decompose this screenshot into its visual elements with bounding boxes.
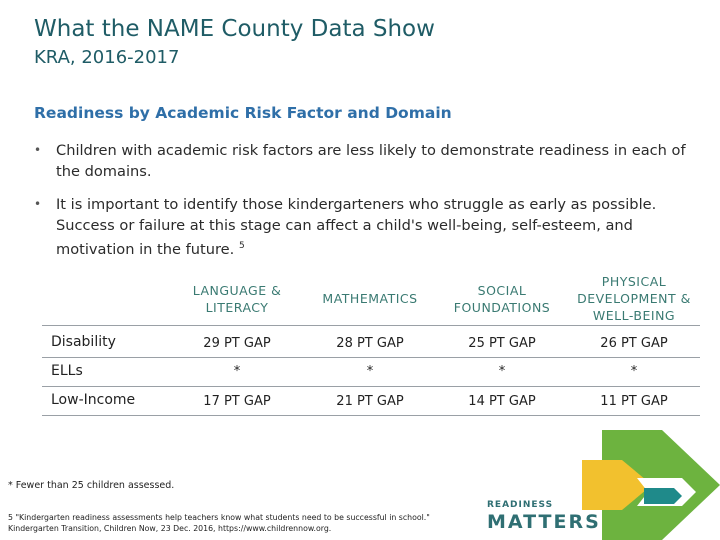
table-cell: 11 PT GAP [600,394,668,409]
table-cell: 17 PT GAP [203,394,271,409]
section-heading: Readiness by Academic Risk Factor and Domain [34,104,452,122]
bullet-text: It is important to identify those kindergarteners who struggle as early as possible. Success or failure at this stage can affect a child's well-being, self-esteem, and motivation in the future. [56,196,657,258]
bullet-dot-icon: • [34,143,42,157]
table-cell: 21 PT GAP [336,394,404,409]
bullet-item [34,194,686,260]
table-cell: * [366,364,374,379]
column-header-social-foundations: SOCIAL FOUNDATIONS [453,283,551,315]
row-label-low-income: Low-Income [51,392,136,408]
page-subtitle: KRA, 2016-2017 [34,47,180,68]
table-divider [42,415,700,416]
table-cell: 14 PT GAP [468,394,536,409]
table-divider [42,325,700,326]
table-cell: * [630,364,638,379]
bullet-dot-icon: • [34,197,42,211]
footnote-reference: 5 [238,241,245,251]
row-label-disability: Disability [51,334,116,350]
table-cell: 28 PT GAP [336,336,404,351]
logo-small-text: READINESS [487,500,554,510]
bullet-list [34,140,686,272]
reference-citation: 5 "Kindergarten readiness assessments help teachers know what students need to be successful in school." Kindergarten Transition, Children Now, 23 Dec. 2016, https://www.childrennow.org. [8,513,430,533]
bullet-text: Children with academic risk factors are less likely to demonstrate readiness in each of the domains. [56,142,686,180]
page-title: What the NAME County Data Show [34,16,435,42]
column-header-language-literacy: LANGUAGE & LITERACY [192,283,282,315]
row-label-ells: ELLs [51,363,83,379]
table-cell: * [498,364,506,379]
table-cell: 26 PT GAP [600,336,668,351]
table-divider [42,357,700,358]
table-cell: * [233,364,241,379]
column-header-mathematics: MATHEMATICS [322,291,418,306]
logo-big-text: MATTERS [487,511,601,533]
footnote: * Fewer than 25 children assessed. [8,480,175,491]
column-header-physical-development: PHYSICAL DEVELOPMENT & WELL-BEING [577,274,691,323]
readiness-matters-logo [487,500,601,536]
arrow-graphic-icon [582,430,720,540]
bullet-item [34,140,686,182]
table-cell: 25 PT GAP [468,336,536,351]
table-cell: 29 PT GAP [203,336,271,351]
table-divider [42,386,700,387]
